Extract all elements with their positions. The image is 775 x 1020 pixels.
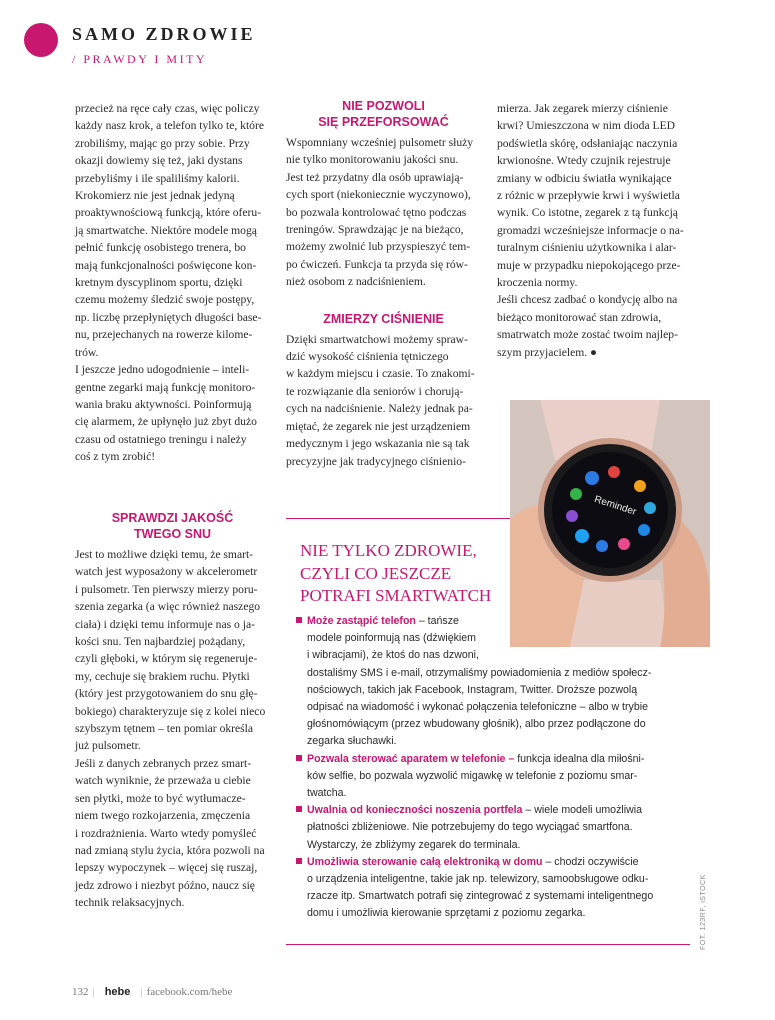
smartwatch-illustration bbox=[510, 400, 710, 647]
text-line: Dzięki smartwatchowi możemy spraw- bbox=[286, 332, 468, 346]
box-title-line-1: NIE TYLKO ZDROWIE, bbox=[300, 541, 477, 560]
text-line: czemu możemy śledzić swoje postępy, bbox=[75, 293, 255, 307]
box-items bbox=[296, 613, 696, 923]
box-item-line: rzacze itp. Smartwatch potrafi się zintegrować z systemami inteligentnego bbox=[307, 890, 654, 903]
text-line: kości snu. Ten najbardziej pożądany, bbox=[75, 635, 246, 649]
box-item-line: odpisać na wiadomość i wykonać połączenia telefoniczne – albo w trybie bbox=[307, 701, 648, 714]
text-line: mierza. Jak zegarek mierzy ciśnienie bbox=[497, 102, 668, 115]
page-footer: 132 | hebe | facebook.com/hebe bbox=[72, 986, 233, 998]
text-line: bo pozwala kontrolować tętno podczas bbox=[286, 205, 467, 219]
text-line: wynik. Co istotne, zegarek z tą funkcją bbox=[497, 206, 678, 220]
box-item-lead: Uwalnia od konieczności noszenia portfela bbox=[307, 804, 523, 817]
text-line: jedz zdrowo i niezbyt późno, naucz się bbox=[75, 878, 255, 892]
section-subtitle: / PRAWDY I MITY bbox=[72, 52, 208, 66]
text-line: cię alarmem, że upłynęło już zbyt dużo bbox=[75, 415, 257, 429]
text-line: pełnić funkcję osobistego trenera, bo bbox=[75, 241, 246, 255]
text-line: nie tylko monitorowaniu jakości snu. bbox=[286, 153, 459, 167]
text-line: okazji dowiemy się też, jaki dystans bbox=[75, 154, 243, 168]
text-line: watch wyniknie, że przeważa u ciebie bbox=[75, 774, 251, 788]
text-line: kroczenia normy. bbox=[497, 276, 578, 290]
box-item-first-rest: – tańsze bbox=[415, 615, 459, 627]
box-item-line: twatcha. bbox=[307, 787, 347, 800]
overwork-text bbox=[286, 134, 481, 291]
text-line: muje w przypadku niepokojącego prze- bbox=[497, 258, 681, 272]
text-line: krwi? Umieszczona w nim dioda LED bbox=[497, 119, 676, 133]
box-item-line: nościowych, takich jak Facebook, Instagram, Twitter. Droższe pozwolą bbox=[307, 683, 638, 696]
section-dot bbox=[24, 23, 58, 57]
watch-screen-label: Reminder bbox=[592, 493, 638, 518]
text-line: nad zmianą stylu życia, która pozwoli na bbox=[75, 843, 265, 857]
text-line: coś z tym zrobić! bbox=[75, 450, 156, 464]
text-line: precyzyjne jak tradycyjnego ciśnienio- bbox=[286, 454, 466, 468]
text-line: technik relaksacyjnych. bbox=[75, 896, 185, 910]
text-line: np. liczbę przepłyniętych długości base- bbox=[75, 310, 262, 324]
bullet-square-icon bbox=[296, 806, 302, 812]
box-item-line: Wystarczy, że zbliżymy zegarek do terminala. bbox=[307, 838, 521, 851]
text-line: proaktywnościową funkcją, które oferu- bbox=[75, 206, 262, 220]
box-item-line: ków selfie, bo pozwala wyzwolić migawkę w telefonie z poziomu smar- bbox=[307, 769, 638, 782]
footer-url: facebook.com/hebe bbox=[146, 986, 233, 998]
box-item bbox=[296, 854, 696, 923]
text-line: sen płytki, może to być wytłumacze- bbox=[75, 791, 246, 805]
box-item bbox=[296, 802, 696, 854]
text-line: dzić wysokość ciśnienia tętniczego bbox=[286, 350, 449, 364]
text-line: trów. bbox=[75, 345, 99, 359]
text-line: (który jest przygotowaniem do snu głę- bbox=[75, 687, 258, 701]
box-title-line-3: POTRAFI SMARTWATCH bbox=[300, 586, 492, 605]
bullet-square-icon bbox=[296, 617, 302, 623]
column-2 bbox=[286, 98, 481, 470]
box-item-line: zegarka słuchawki. bbox=[307, 735, 397, 748]
box-item-first-rest: – chodzi oczywiście bbox=[542, 855, 639, 868]
overwork-heading-1: NIE POZWOLI bbox=[342, 99, 425, 113]
column-1-text bbox=[75, 100, 270, 466]
text-line: nu, przejechanych na rowerze kilome- bbox=[75, 328, 253, 342]
box-item bbox=[296, 751, 696, 803]
text-line: i pulsometr. Ten pierwszy mierzy poru- bbox=[75, 582, 258, 596]
text-line: treningów. Sprawdzając je na bieżąco, bbox=[286, 223, 464, 237]
text-line: te rozwiązanie dla seniorów i chorują- bbox=[286, 384, 464, 398]
text-line: cych sport (niekoniecznie wyczynowo), bbox=[286, 188, 471, 202]
text-line: przebyliśmy i ile spaliliśmy kalorii. bbox=[75, 171, 240, 185]
box-item-lead: Pozwala sterować aparatem w telefonie – bbox=[307, 752, 515, 765]
text-line: w każdym miejscu i czasie. To znakomi- bbox=[286, 367, 475, 381]
box-item-first-rest: – wiele modeli umożliwia bbox=[522, 804, 642, 817]
text-line: Jeśli z danych zebranych przez smart- bbox=[75, 756, 252, 770]
text-line: nież osobom z nadciśnieniem. bbox=[286, 275, 426, 289]
pressure-heading: ZMIERZY CIŚNIENIE bbox=[323, 311, 444, 326]
text-line: bokiego) charakteryzuje się z kolei nieco bbox=[75, 704, 266, 718]
footer-brand: hebe bbox=[104, 986, 131, 998]
section-title: SAMO ZDROWIE bbox=[72, 24, 256, 44]
text-line: smatrwatch może zostać twoim najlep- bbox=[497, 328, 678, 342]
text-line: ciała) i dzięki temu informuje nas o ja- bbox=[75, 617, 255, 631]
text-line: szym przyjacielem. ● bbox=[497, 345, 598, 359]
text-line: Jest to możliwe dzięki temu, że smart- bbox=[75, 548, 254, 561]
box-item-line: i wibracjami), że ktoś do nas dzwoni, bbox=[307, 649, 479, 662]
text-line: czyli głęboki, w którym się regeneruje- bbox=[75, 652, 258, 666]
box-item-line: dostaliśmy SMS i e-mail, otrzymaliśmy powiadomienia z mediów społecz- bbox=[307, 666, 652, 679]
text-line: z różnic w przepływie krwi i wyświetla bbox=[497, 189, 680, 203]
smartwatch-photo bbox=[510, 400, 710, 647]
box-item-first-line bbox=[296, 613, 696, 630]
text-line: kretnym dyscyplinom sportu, dzięki bbox=[75, 276, 243, 290]
text-line: medycznym i jego wskazania nie są tak bbox=[286, 437, 470, 451]
text-line: Krokomierz nie jest jednak jedyną bbox=[75, 189, 235, 203]
text-line: podświetla skórę, odsłaniając naczynia bbox=[497, 136, 678, 150]
text-line: bieżąco monitorować stan zdrowia, bbox=[497, 310, 662, 324]
text-line: turalnym ciśnieniu użytkownika i alar- bbox=[497, 241, 677, 255]
text-line: możemy zwolnić lub przyspieszyć tem- bbox=[286, 240, 471, 254]
text-line: Jeśli chcesz zadbać o kondycję albo na bbox=[497, 293, 678, 307]
box-item-first-line bbox=[296, 802, 696, 819]
text-line: i rozdrażnienia. Warto wtedy pomyśleć bbox=[75, 826, 257, 840]
text-line: lepszy wypoczynek – więcej się ruszaj, bbox=[75, 861, 258, 875]
sleep-heading-2: TWEGO SNU bbox=[133, 527, 212, 541]
bullet-square-icon bbox=[296, 755, 302, 761]
overwork-heading-2: SIĘ PRZEFORSOWAĆ bbox=[318, 115, 449, 129]
text-line: szybszym tętnem – ten pomiar określa bbox=[75, 722, 254, 736]
box-item-line: płatności zbliżeniowe. Nie potrzebujemy do tego wyciągać smartfona. bbox=[307, 821, 633, 834]
text-line: zmiany w odbiciu światła wynikające bbox=[497, 171, 672, 185]
text-line: gentne zegarki mają funkcję monitoro- bbox=[75, 380, 256, 394]
pressure-text bbox=[286, 331, 481, 470]
bullet-square-icon bbox=[296, 858, 302, 864]
page-number: 132 bbox=[72, 986, 89, 998]
text-line: już pulsometr. bbox=[75, 739, 141, 753]
text-line: czasu od ostatniego treningu i należy bbox=[75, 432, 247, 446]
box-rule-top bbox=[286, 518, 510, 519]
text-line: gromadzi wcześniejsze informacje o na- bbox=[497, 223, 684, 237]
box-item-lead: Może zastąpić telefon bbox=[307, 615, 416, 627]
text-line: przecież na ręce cały czas, więc policzy bbox=[75, 102, 260, 115]
box-item-line: domu i umożliwia kierowanie sprzętami z poziomu zegarka. bbox=[307, 907, 586, 920]
section-sleep bbox=[75, 510, 270, 912]
sleep-heading-1: SPRAWDZI JAKOŚĆ bbox=[111, 511, 234, 525]
text-line: krwionośne. Wtedy czujnik rejestruje bbox=[497, 154, 671, 168]
box-item bbox=[296, 613, 696, 751]
text-line: wania braku aktywności. Poinformują bbox=[75, 397, 252, 411]
text-line: każdy nasz krok, a telefon tylko te, które bbox=[75, 119, 264, 133]
box-list bbox=[296, 613, 696, 923]
box-item-line: modele poinformują nas (dźwiękiem bbox=[307, 632, 476, 645]
text-line: miętać, że zegarek nie jest urządzeniem bbox=[286, 419, 471, 433]
column-3-text bbox=[497, 100, 692, 361]
sleep-text bbox=[75, 546, 270, 912]
box-item-line: o urządzenia inteligentne, takie jak np. telewizory, samoobsługowe odku- bbox=[307, 873, 649, 886]
box-item-first-line bbox=[296, 751, 696, 768]
text-line: cych na nadciśnienie. Należy jednak pa- bbox=[286, 402, 473, 416]
box-title bbox=[300, 540, 510, 608]
text-line: I jeszcze jedno udogodnienie – inteli- bbox=[75, 363, 250, 377]
text-line: szenia zegarka (a więc również naszego bbox=[75, 600, 261, 614]
box-rule-bottom bbox=[286, 944, 690, 945]
text-line: zrobiliśmy, mając go przy sobie. Przy bbox=[75, 136, 250, 150]
text-line: ją smartwatche. Niektóre modele mogą bbox=[75, 223, 257, 237]
box-item-line: głośnomówiącym (przez wbudowany głośnik), albo przez podłączone do bbox=[307, 718, 646, 731]
text-line: mają funkcjonalności poświęcone kon- bbox=[75, 258, 257, 272]
box-item-lead: Umożliwia sterowanie całą elektroniką w domu bbox=[307, 855, 543, 868]
column-1 bbox=[75, 100, 270, 466]
box-item-first-line bbox=[296, 854, 696, 871]
text-line: po ćwiczeń. Funkcja ta przyda się rów- bbox=[286, 257, 468, 271]
photo-credit: FOT. 123RF, iSTOCK bbox=[700, 874, 707, 950]
text-line: Jest też przydatny dla osób uprawiają- bbox=[286, 170, 464, 184]
text-line: my, cechuje się brakiem ruchu. Płytki bbox=[75, 669, 250, 683]
text-line: niem twego rozkojarzenia, zmęczenia bbox=[75, 809, 251, 823]
text-line: watch jest wyposażony w akcelerometr bbox=[75, 565, 258, 579]
text-line: Wspomniany wcześniej pulsometr służy bbox=[286, 136, 474, 149]
box-item-first-rest: funkcja idealna dla miłośni- bbox=[514, 752, 645, 765]
column-3 bbox=[497, 100, 692, 361]
box-title-line-2: CZYLI CO JESZCZE bbox=[300, 563, 452, 583]
